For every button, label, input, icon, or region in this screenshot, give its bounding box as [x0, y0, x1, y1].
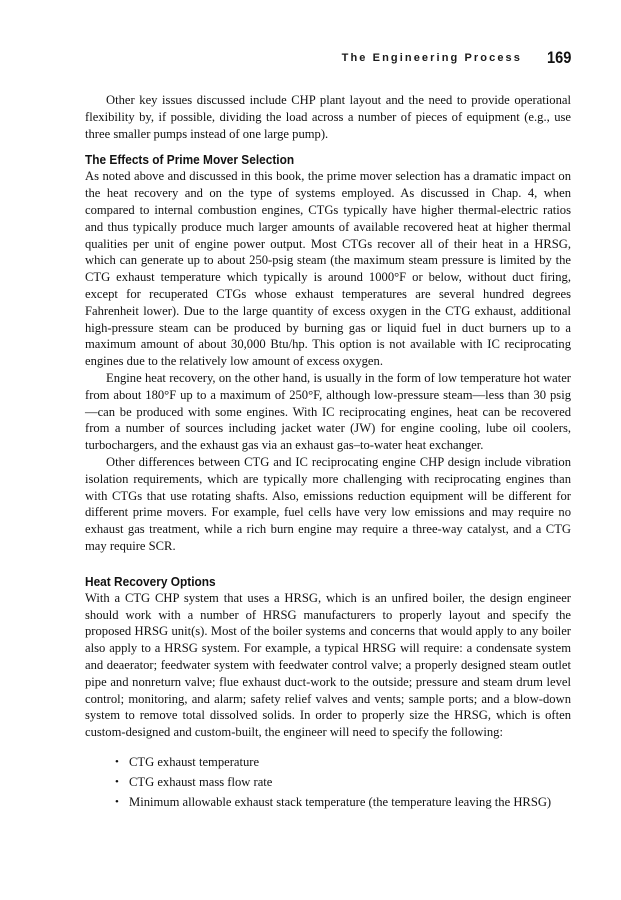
prime-mover-paragraph-1: As noted above and discussed in this book, the prime mover selection has a dramatic impact on the heat recovery and on the type of systems employed. As discussed in Chap. 4, when compared to internal combustion engines, CTGs typically have higher thermal-electric ratios and thus typically produce much larger amounts of available recovered heat at higher thermal qualities per unit of engine power output. Most CTGs recover all of their heat in a HRSG, which can generate up to about 250-psig steam (the maximum steam pressure is limited by the CTG exhaust temperature which typically is around 1000°F or below, without duct firing, except for recuperated CTGs whose exhaust temperatures are several hundred degrees Fahrenheit lower). Due to the large quantity of excess oxygen in the CTG exhaust, additional high-pressure steam can be produced by burning gas or liquid fuel in duct burners up to a maximum amount of about 30,000 Btu/hp. This option is not available with IC reciprocating engines due to the relatively low amount of excess oxygen. — [85, 169, 571, 369]
list-item — [115, 794, 571, 811]
running-head — [49, 50, 570, 72]
prime-mover-paragraph-3: Other differences between CTG and IC reciprocating engine CHP design include vibration isolation requirements, which are typically more challenging with reciprocating engines than with CTGs that use rotating shafts. Also, emissions reduction equipment will be different for different prime movers. For example, fuel cells have very low emissions and may require no exhaust gas treatment, while a rich burn engine may require a three-way catalyst, and a CTG may require SCR. — [85, 454, 571, 553]
bullet-icon: • — [115, 796, 119, 809]
page-number: 169 — [546, 48, 571, 67]
section-heading-heat-recovery: Heat Recovery Options — [85, 573, 216, 589]
list-item — [115, 774, 571, 791]
list-item-text: Minimum allowable exhaust stack temperature (the temperature leaving the HRSG) — [129, 795, 552, 810]
page-body — [85, 92, 571, 815]
bullet-icon: • — [115, 755, 119, 768]
list-item — [115, 754, 571, 771]
hrsg-spec-list — [85, 754, 571, 811]
section-heading-prime-mover: The Effects of Prime Mover Selection — [85, 152, 295, 168]
running-title: The Engineering Process — [341, 52, 522, 64]
heat-recovery-paragraph: With a CTG CHP system that uses a HRSG, which is an unfired boiler, the design engineer should work with a number of HRSG manufacturers to properly layout and specify the proposed HRSG unit(s). Most of the boiler systems and concerns that would apply to any boiler also apply to a HRSG system. For example, a typical HRSG will require: a condensate system and deaerator; feedwater system with feedwater control valve; a properly designed steam outlet pipe and nonreturn valve; flue exhaust duct-work to the outside; pressure and steam drum level control; monitoring, and alarm; safety relief valves and vents; sample ports; and a blow-down system to remove total dissolved solids. In order to properly size the HRSG, which is often custom-designed and custom-built, the engineer will need to specify the following: — [85, 590, 571, 740]
bullet-icon: • — [115, 776, 119, 789]
prime-mover-paragraph-2: Engine heat recovery, on the other hand, is usually in the form of low temperature hot water from about 180°F up to a maximum of 250°F, although low-pressure steam—less than 30 psig—can be produced with some engines. With IC reciprocating engines, heat can be recovered from a number of sources including jacket water (JW) for engine cooling, lube oil coolers, turbochargers, and the exhaust gas via an exhaust gas–to-water heat exchanger. — [85, 370, 571, 453]
list-item-text: CTG exhaust temperature — [129, 754, 260, 769]
intro-paragraph: Other key issues discussed include CHP plant layout and the need to provide operational flexibility by, if possible, dividing the load across a number of pieces of equipment (e.g., use three smaller pumps instead of one large pump). — [85, 93, 571, 141]
list-item-text: CTG exhaust mass flow rate — [129, 775, 273, 790]
